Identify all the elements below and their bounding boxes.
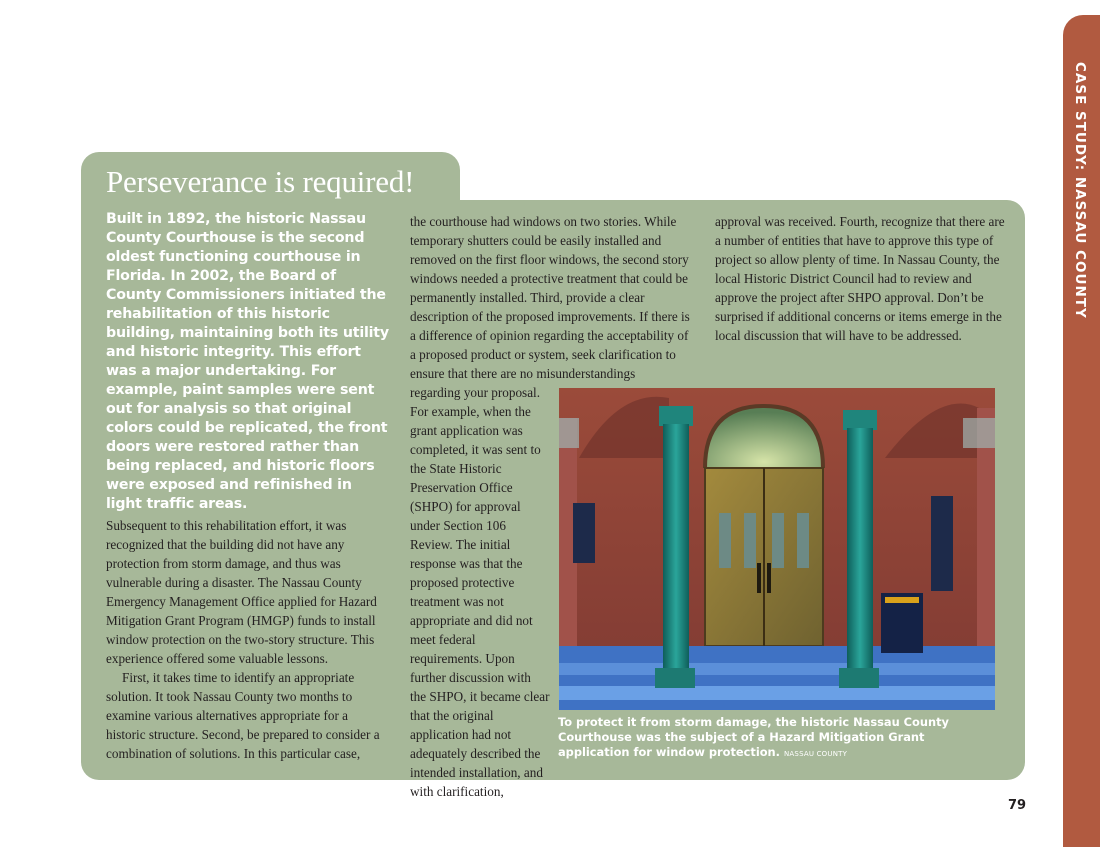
page-number: 79: [1008, 798, 1027, 813]
paragraph: the courthouse had windows on two stories. While temporary shutters could be easily installed and removed on the first floor windows, the second story windows needed a protective treatment that could be permanently installed. Third, provide a clear description of the proposed improvements. If there is a difference of opinion regarding the acceptability of a proposed product or system, seek clarification to ensure that there are no misunderstandings: [410, 214, 690, 381]
photo-credit: NASSAU COUNTY: [784, 750, 848, 758]
column-1: [106, 516, 381, 763]
paragraph: First, it takes time to identify an appropriate solution. It took Nassau County two months to examine various alternatives appropriate for a historic structure. Second, be prepared to consider a combination of solutions. In this particular case,: [106, 670, 380, 761]
column-2-narrow: [410, 383, 550, 801]
plaque-left: [573, 503, 595, 563]
paragraph: approval was received. Fourth, recognize that there are a number of entities that have to approve this type of project so allow plenty of time. In Nassau County, the local Historic District Council had to review and approve the project after SHPO approval. Don’t be surprised if additional concerns or items emerge in the local discussion that will have to be addressed.: [715, 214, 1005, 343]
plaque-right: [931, 496, 953, 591]
photo-caption: [558, 715, 998, 762]
article-lead: Built in 1892, the historic Nassau County Courthouse is the second oldest functioning courthouse in Florida. In 2002, the Board of County Commissioners initiated the rehabilitation of this historic building, maintaining both its utility and historic integrity. This effort was a major undertaking. For example, paint samples were sent out for analysis so that original colors could be replicated, the front doors were restored rather than being replaced, and historic floors were exposed and refinished in light traffic areas.: [106, 211, 389, 512]
courthouse-illustration: [559, 388, 995, 710]
paragraph: regarding your proposal. For example, when the grant application was completed, it was sent to the State Historic Preservation Office (SHPO) for approval under Section 106 Review. The initial response was that the proposed protective treatment was not appropriate and did not meet federal requirements. Upon further discussion with the SHPO, it became clear that the original application had not adequately described the intended installation, and with clarification,: [410, 385, 550, 799]
article-title: Perseverance is required!: [106, 164, 415, 199]
paragraph: Subsequent to this rehabilitation effort, it was recognized that the building did not have any protection from storm damage, and thus was vulnerable during a disaster. The Nassau County Emergency Management Office applied for Hazard Mitigation Grant Program (HMGP) funds to install window protection on the two-story structure. This experience offered some valuable lessons.: [106, 518, 377, 666]
column-3: [715, 212, 1005, 345]
column-right: [847, 428, 873, 674]
column-2: [410, 212, 695, 383]
caption-text: To protect it from storm damage, the historic Nassau County Courthouse was the subject of a Hazard Mitigation Grant application for window protection.: [558, 715, 949, 759]
column-left: [663, 424, 689, 674]
steps: [559, 646, 995, 710]
courthouse-photo: [559, 388, 995, 710]
section-label: CASE STUDY: NASSAU COUNTY: [1072, 62, 1088, 319]
